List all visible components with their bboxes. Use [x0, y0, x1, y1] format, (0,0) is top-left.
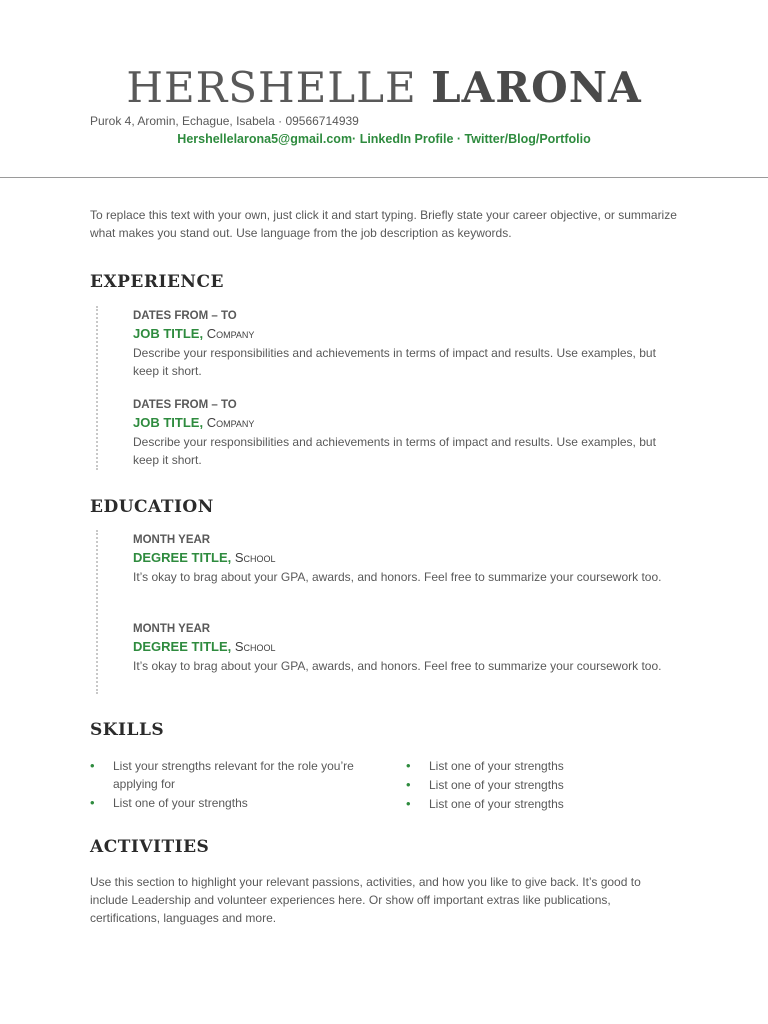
education-entry [133, 621, 673, 675]
skills-list-right [406, 757, 686, 814]
entry-title [133, 413, 673, 433]
entry-description: Describe your responsibilities and achievements in terms of impact and results. Use examples, but keep it short. [133, 435, 656, 467]
contact-line: Hershellelarona5@gmail.com· LinkedIn Profile · Twitter/Blog/Portfolio [177, 132, 591, 146]
skill-item [406, 776, 686, 794]
activities-heading: ACTIVITIES [90, 837, 210, 857]
entry-dates: MONTH YEAR [133, 534, 211, 546]
skills-list-left [90, 757, 390, 813]
skill-item [406, 757, 686, 775]
experience-heading: EXPERIENCE [90, 272, 224, 292]
company-name: Company [206, 415, 255, 430]
experience-entry [133, 397, 673, 469]
entry-description: Describe your responsibilities and achievements in terms of impact and results. Use examples, but keep it short. [133, 346, 656, 378]
skill-text: List one of your strengths [429, 778, 564, 792]
address-line: Purok 4, Aromin, Echague, Isabela · 09566714939 [90, 114, 359, 128]
skill-text: List one of your strengths [113, 796, 248, 810]
bullet-icon: • [90, 758, 95, 773]
entry-title [133, 637, 673, 657]
degree-title: DEGREE TITLE, [133, 639, 232, 654]
experience-timeline [96, 306, 98, 470]
bullet-icon: • [406, 758, 411, 773]
entry-dates: DATES FROM – TO [133, 399, 237, 411]
skill-item [406, 795, 686, 813]
skill-item [90, 757, 390, 793]
entry-description: It’s okay to brag about your GPA, awards, and honors. Feel free to summarize your coursework too. [133, 570, 662, 584]
school-name: School [234, 550, 276, 565]
objective-text: To replace this text with your own, just click it and start typing. Briefly state your career objective, or summarize what makes you stand out. Use language from the job description as keywords. [90, 208, 677, 240]
experience-entry [133, 308, 673, 380]
entry-description: It’s okay to brag about your GPA, awards, and honors. Feel free to summarize your coursework too. [133, 659, 662, 673]
entry-title [133, 548, 673, 568]
education-heading: EDUCATION [90, 497, 214, 517]
resume-name [0, 62, 768, 114]
skill-text: List your strengths relevant for the role you’re applying for [113, 759, 354, 791]
school-name: School [234, 639, 276, 654]
bullet-icon: • [406, 796, 411, 811]
degree-title: DEGREE TITLE, [133, 550, 232, 565]
job-title: JOB TITLE, [133, 326, 204, 341]
bullet-icon: • [90, 795, 95, 810]
entry-title [133, 324, 673, 344]
skill-text: List one of your strengths [429, 759, 564, 773]
header-divider [0, 177, 768, 178]
job-title: JOB TITLE, [133, 415, 204, 430]
entry-dates: MONTH YEAR [133, 623, 211, 635]
skills-heading: SKILLS [90, 720, 165, 740]
activities-text: Use this section to highlight your relevant passions, activities, and how you like to give back. It’s good to include Leadership and volunteer experiences here. Or show off important extras like publications, certifications, languages and more. [90, 875, 641, 925]
entry-dates: DATES FROM – TO [133, 310, 237, 322]
company-name: Company [206, 326, 255, 341]
skill-text: List one of your strengths [429, 797, 564, 811]
skill-item [90, 794, 390, 812]
education-entry [133, 532, 673, 586]
first-name: HERSHELLE [126, 63, 417, 112]
bullet-icon: • [406, 777, 411, 792]
education-timeline [96, 530, 98, 694]
last-name: LARONA [431, 63, 642, 112]
